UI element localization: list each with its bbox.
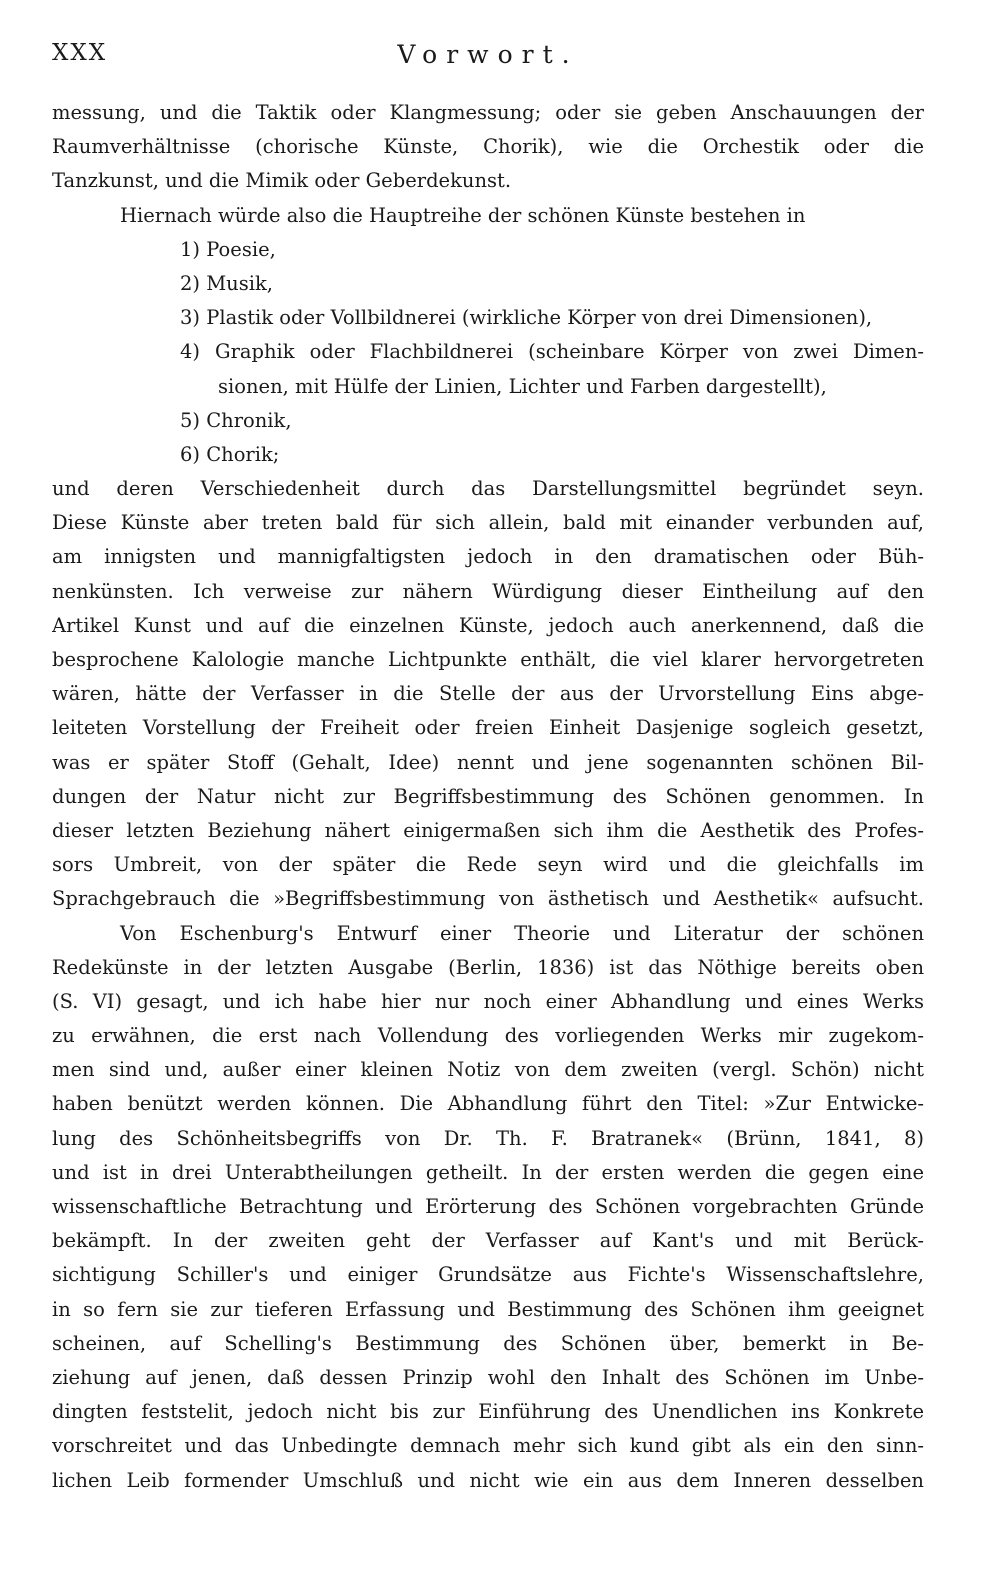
text-line: Diese Künste aber treten bald für sich allein, bald mit einander verbunden auf, (52, 511, 924, 535)
text-line: sors Umbreit, von der später die Rede seyn wird und die gleichfalls im (52, 853, 924, 877)
text-line: Hiernach würde also die Hauptreihe der schönen Künste bestehen in (120, 203, 806, 227)
list-item: 6) Chorik; (180, 442, 280, 466)
text-line: ziehung auf jenen, daß dessen Prinzip wohl den Inhalt des Schönen im Unbe- (52, 1365, 924, 1389)
text-line: wissenschaftliche Betrachtung und Erörterung des Schönen vorgebrachten Gründe (52, 1195, 924, 1218)
list-item: 5) Chronik, (180, 408, 292, 432)
page-number: XXX (52, 40, 108, 66)
text-line: Artikel Kunst und auf die einzelnen Künste, jedoch auch anerkennend, daß die (52, 613, 924, 637)
text-line: in so fern sie zur tieferen Erfassung und Bestimmung des Schönen ihm geeignet (52, 1297, 924, 1321)
text-line: Raumverhältnisse (chorische Künste, Chorik), wie die Orchestik oder die (52, 135, 924, 159)
text-line: messung, und die Taktik oder Klangmessung; oder sie geben Anschauungen der (52, 101, 924, 124)
text-line: Von Eschenburg's Entwurf einer Theorie und Literatur der schönen (120, 921, 924, 945)
list-item: 1) Poesie, (180, 237, 276, 261)
text-line: vorschreitet und das Unbedingte demnach mehr sich kund gibt als ein den sinn- (52, 1434, 924, 1458)
text-line: men sind und, außer einer kleinen Notiz von dem zweiten (vergl. Schön) nicht (52, 1058, 924, 1082)
text-line: dingten feststelit, jedoch nicht bis zur Einführung des Unendlichen ins Konkrete (52, 1400, 924, 1424)
text-line: sichtigung Schiller's und einiger Grundsätze aus Fichte's Wissenschaftslehre, (52, 1263, 924, 1287)
list-item-continuation: sionen, mit Hülfe der Linien, Lichter und Farben dargestellt), (218, 374, 827, 398)
list-item: 3) Plastik oder Vollbildnerei (wirkliche Körper von drei Dimensionen), (180, 306, 873, 330)
text-line: Sprachgebrauch die »Begriffsbestimmung von ästhetisch und Aesthetik« aufsucht. (52, 887, 924, 911)
text-line: am innigsten und mannigfaltigsten jedoch in den dramatischen oder Büh- (52, 545, 924, 569)
text-line: nenkünsten. Ich verweise zur nähern Würdigung dieser Eintheilung auf den (52, 579, 924, 603)
text-line: besprochene Kalologie manche Lichtpunkte enthält, die viel klarer hervorgetreten (52, 648, 924, 671)
text-line: scheinen, auf Schelling's Bestimmung des Schönen über, bemerkt in Be- (52, 1331, 924, 1355)
running-title: Vorwort. (397, 40, 579, 69)
text-line: haben benützt werden können. Die Abhandlung führt den Titel: »Zur Entwicke- (52, 1092, 924, 1116)
text-line: bekämpft. In der zweiten geht der Verfasser auf Kant's und mit Berück- (52, 1229, 924, 1253)
text-line: lichen Leib formender Umschluß und nicht wie ein aus dem Inneren desselben (52, 1468, 924, 1492)
text-line: und deren Verschiedenheit durch das Darstellungsmittel begründet seyn. (52, 477, 924, 501)
text-line: dungen der Natur nicht zur Begriffsbestimmung des Schönen genommen. In (52, 784, 924, 808)
body-text (52, 96, 924, 1498)
text-line: wären, hätte der Verfasser in die Stelle der aus der Urvorstellung Eins abge- (52, 682, 924, 706)
text-line: zu erwähnen, die erst nach Vollendung des vorliegenden Werks mir zugekom- (52, 1024, 924, 1048)
text-line: was er später Stoff (Gehalt, Idee) nennt und jene sogenannten schönen Bil- (52, 750, 924, 774)
text-line: (S. VI) gesagt, und ich habe hier nur noch einer Abhandlung und eines Werks (52, 989, 924, 1013)
text-line: Redekünste in der letzten Ausgabe (Berlin, 1836) ist das Nöthige bereits oben (52, 955, 924, 979)
text-line: Tanzkunst, und die Mimik oder Geberdekunst. (52, 169, 512, 193)
list-item: 2) Musik, (180, 271, 273, 295)
text-line: lung des Schönheitsbegriffs von Dr. Th. F. Bratranek« (Brünn, 1841, 8) (52, 1126, 924, 1150)
text-line: dieser letzten Beziehung nähert einigermaßen sich ihm die Aesthetik des Profes- (52, 818, 924, 842)
text-line: und ist in drei Unterabtheilungen getheilt. In der ersten werden die gegen eine (52, 1160, 924, 1184)
text-line: leiteten Vorstellung der Freiheit oder freien Einheit Dasjenige sogleich gesetzt, (52, 716, 924, 740)
list-item: 4) Graphik oder Flachbildnerei (scheinbare Körper von zwei Dimen- (180, 340, 924, 364)
page-header (52, 40, 924, 80)
